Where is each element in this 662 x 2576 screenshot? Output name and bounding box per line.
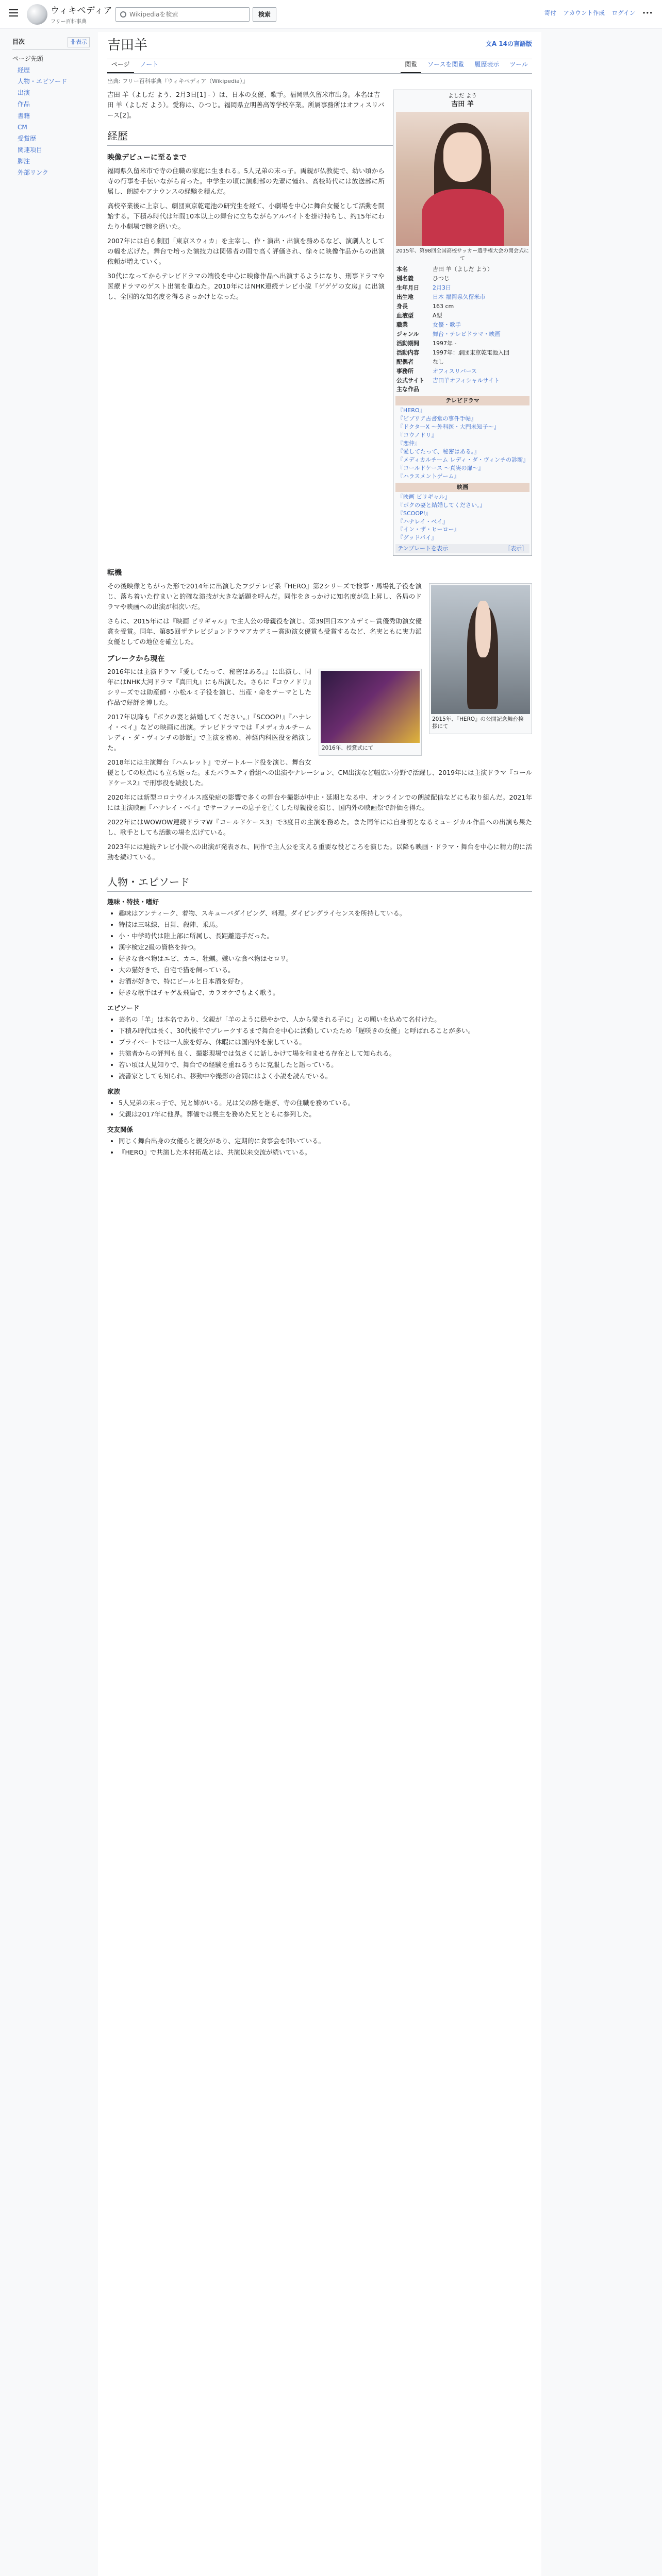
toc-item[interactable]: 脚注 xyxy=(18,158,30,165)
subsection-heading: エピソード xyxy=(107,1004,140,1012)
tv-item[interactable]: 『HERO』 xyxy=(398,407,425,414)
episodes-list xyxy=(119,1014,532,1081)
paragraph: 2016年には主演ドラマ『愛してたって、秘密はある。』に出演し、同年にはNHK大河ドラマ『真田丸』にも出演した。さらに『コウノドリ』シリーズでは助産師・小松ルミ子役を演じ、出産・命をテーマとした作品で好評を博した。 xyxy=(107,668,311,707)
tv-item[interactable]: 『コールドケース 〜真実の扉〜』 xyxy=(398,464,484,471)
list-item: • 小・中学時代は陸上部に所属し、長距離選手だった。 xyxy=(119,931,532,941)
paragraph: その後映像とちがった形で2014年に出演したフジテレビ系『HERO』第2シリーズで検事・馬場礼子役を演じ、落ち着いた佇まいと的確な演技が大きな話題を呼んだ。同作をきっかけに知名度が急上昇し、各局のドラマや映画への出演が相次いだ。 xyxy=(107,582,422,611)
toc-item[interactable]: 書籍 xyxy=(18,112,30,120)
menu-icon[interactable] xyxy=(7,7,20,20)
portrait-image[interactable] xyxy=(396,112,529,246)
list-item: • 芸名の「羊」は本名であり、父親が「羊のように穏やかで、人から愛される子に」との願いを込めて名付けた。 xyxy=(119,1014,532,1025)
infobox-row: 事務所 オフィスリバース xyxy=(396,367,477,375)
logo-subtitle: フリー百科事典 xyxy=(51,19,87,25)
film-item[interactable]: 『ハナレイ・ベイ』 xyxy=(398,518,449,525)
infobox-kana: よしだ よう xyxy=(448,93,477,99)
toc-title: 目次 xyxy=(12,38,25,45)
infobox-row: 職業 女優・歌手 xyxy=(396,321,461,328)
subsection-heading: 家族 xyxy=(107,1088,121,1096)
infobox-row: ジャンル 舞台・テレビドラマ・映画 xyxy=(396,330,501,337)
portrait-caption: 2015年、第98回全国高校サッカー選手権大会の開会式にて xyxy=(396,248,529,262)
infobox-row: 配偶者 なし xyxy=(396,358,444,365)
infobox-row: 生年月日 2月3日 xyxy=(396,284,451,292)
paragraph: 2020年には新型コロナウイルス感染症の影響で多くの舞台や撮影が中止・延期となる中、オンラインでの朗読配信などにも取り組んだ。2021年には主演映画『ハナレイ・ベイ』でサーファーの息子を亡くした母親役を演じ、国内外の映画祭で評価を得た。 xyxy=(107,793,532,812)
paragraph: 高校卒業後に上京し、劇団東京乾電池の研究生を経て、小劇場を中心に舞台女優として活動を開始する。下積み時代は年間10本以上の舞台に立ちながらアルバイトを掛け持ちし、約15年にわたり小劇場で腕を磨いた。 xyxy=(107,201,385,230)
search-input[interactable] xyxy=(129,9,243,20)
paragraph: 福岡県久留米市で寺の住職の家庭に生まれる。5人兄弟の末っ子。両親が仏教徒で、幼い頃から寺の行事を手伝いながら育った。中学生の頃に演劇部の先輩に憧れ、高校時代には放送部に所属し、朗読やアナウンスの経験を積んだ。 xyxy=(107,166,385,195)
section-heading-career: 経歴 xyxy=(107,128,532,146)
tv-item[interactable]: 『メディカルチーム レディ・ダ・ヴィンチの診断』 xyxy=(398,456,529,463)
infobox-section-film: 映画 xyxy=(395,483,529,492)
list-item: • 読書家としても知られ、移動中や撮影の合間にはよく小説を読んでいる。 xyxy=(119,1071,532,1081)
paragraph: 2007年には自ら劇団「東京スウィカ」を主宰し、作・演出・出演を務めるなど、演劇人としての幅を広げた。舞台で培った演技力は関係者の間で高く評価され、徐々に映像作品からの出演依頼が増えていく。 xyxy=(107,236,385,265)
paragraph: 2018年には主演舞台『ハムレット』でガートルード役を演じ、舞台女優としての原点にも立ち返った。またバラエティ番組への出演やナレーション、CM出演など幅広い分野で活躍し、2019年には主演ドラマ『コールドケース2』で刑事役を続投した。 xyxy=(107,758,532,787)
tab-tools[interactable]: ツール xyxy=(509,61,528,69)
infobox xyxy=(393,90,532,556)
list-item: • 漢字検定2級の資格を持つ。 xyxy=(119,942,532,953)
tab-history[interactable]: 履歴表示 xyxy=(474,61,500,69)
tv-item[interactable]: 『恋仲』 xyxy=(398,440,420,447)
list-item: • プライベートでは一人旅を好み、休暇には国内外を旅している。 xyxy=(119,1037,532,1047)
subsection-heading: 趣味・特技・嗜好 xyxy=(107,898,159,906)
paragraph: 2023年には連続テレビ小説への出演が発表され、同作で主人公を支える重要な役どころを演じた。以降も映画・ドラマ・舞台を中心に精力的に活動を続けている。 xyxy=(107,843,532,861)
family-list xyxy=(119,1098,532,1120)
toc-item[interactable]: 作品 xyxy=(18,100,30,108)
paragraph: 2022年にはWOWOW連続ドラマW『コールドケース3』で3度目の主演を務めた。また同年には自身初となるミュージカル作品への出演も果たし、歌手としても活動の場を広げている。 xyxy=(107,818,532,837)
infobox-row: 活動期間 1997年 - xyxy=(396,340,457,347)
create-account-link[interactable]: アカウント作成 xyxy=(563,9,605,16)
list-item: • 好きな歌手はチャゲ＆飛鳥で、カラオケでもよく歌う。 xyxy=(119,988,532,998)
list-item: • 『HERO』で共演した木村拓哉とは、共演以来交流が続いている。 xyxy=(119,1147,532,1158)
header xyxy=(0,0,662,29)
toc-item[interactable]: 受賞歴 xyxy=(18,134,37,142)
tab-page[interactable]: ページ xyxy=(107,58,134,73)
paragraph: 2017年以降も『ボクの妻と結婚してください。』『SCOOP!』『ハナレイ・ベイ』などの映画に出演。テレビドラマでは『メディカルチーム レディ・ダ・ヴィンチの診断』で主演を務め、神経内科医役を熱演した。 xyxy=(107,713,311,752)
search-box[interactable] xyxy=(115,7,250,22)
paragraph: さらに、2015年には『映画 ビリギャル』で主人公の母親役を演じ、第39回日本アカデミー賞優秀助演女優賞を受賞。同年、第85回ザテレビジョンドラマアカデミー賞助演女優賞も受賞するなど、名実ともに実力派女優としての地位を確立した。 xyxy=(107,617,422,646)
page-tabs xyxy=(107,59,532,74)
infobox-section-tv: テレビドラマ xyxy=(395,396,529,405)
infobox-row: 公式サイト 吉田羊オフィシャルサイト xyxy=(396,377,500,384)
search-button[interactable]: 検索 xyxy=(253,7,276,22)
film-item[interactable]: 『グッドバイ』 xyxy=(398,534,437,541)
film-item[interactable]: 『ボクの妻と結婚してください。』 xyxy=(398,501,486,509)
infobox-film-list xyxy=(395,493,529,543)
figure-caption: 2015年、『HERO』の公開記念舞台挨拶にて xyxy=(432,716,524,730)
toc-hide-button[interactable]: 非表示 xyxy=(68,37,90,47)
tv-item[interactable]: 『愛してたって、秘密はある。』 xyxy=(398,448,480,455)
list-item: • 特技は三味線、日舞、殺陣、乗馬。 xyxy=(119,920,532,930)
hobbies-list xyxy=(119,908,532,998)
figure-thumbnail[interactable] xyxy=(319,669,422,756)
figure-image[interactable] xyxy=(431,585,530,714)
list-item: • 好きな食べ物はエビ、カニ、牡蠣。嫌いな食べ物はセロリ。 xyxy=(119,954,532,964)
list-item: • 5人兄弟の末っ子で、兄と姉がいる。兄は父の跡を継ぎ、寺の住職を務めている。 xyxy=(119,1098,532,1108)
tv-item[interactable]: 『ドクターX 〜外科医・大門未知子〜』 xyxy=(398,423,500,431)
toc-header xyxy=(12,37,90,50)
more-options-icon[interactable]: ••• xyxy=(642,9,653,16)
infobox-row: 主な作品 xyxy=(396,386,419,393)
film-item[interactable]: 『SCOOP!』 xyxy=(398,510,432,517)
friends-list xyxy=(119,1136,532,1158)
paragraph: 30代になってからテレビドラマの端役を中心に映像作品へ出演するようになり、刑事ドラマや医療ドラマのゲスト出演を重ねた。2010年にはNHK連続テレビ小説『ゲゲゲの女房』に出演し、全国的な知名度を得るきっかけとなった。 xyxy=(107,272,385,300)
list-item: • 父親は2017年に他界。葬儀では喪主を務めた兄とともに参列した。 xyxy=(119,1109,532,1120)
language-button[interactable]: 文A 14の言語版 xyxy=(485,40,532,47)
tab-talk[interactable]: ノート xyxy=(140,61,159,69)
figure-image[interactable] xyxy=(321,671,420,743)
table-of-contents xyxy=(12,37,90,179)
infobox-row: 活動内容 1997年：劇団東京乾電池入団 xyxy=(396,349,509,356)
toc-item[interactable]: 関連項目 xyxy=(18,146,43,154)
subsection-heading: ブレークから現在 xyxy=(107,654,165,663)
list-item: • 共演者からの評判も良く、撮影現場では気さくに話しかけて場を和ませる存在として知られる。 xyxy=(119,1048,532,1059)
toc-item[interactable]: CM xyxy=(18,123,27,131)
infobox-row: 本名 吉田 羊（よしだ よう） xyxy=(396,266,493,273)
article-source-note: 出典: フリー百科事典『ウィキペディア（Wikipedia）』 xyxy=(107,77,249,84)
film-item[interactable]: 『イン・ザ・ヒーロー』 xyxy=(398,526,460,533)
list-item: • 下積み時代は長く、30代後半でブレークするまで舞台を中心に活動していたため「遅咲きの女優」と呼ばれることが多い。 xyxy=(119,1026,532,1036)
section-heading-person: 人物・エピソード xyxy=(107,874,532,892)
user-links xyxy=(539,8,653,18)
subsection-heading: 転機 xyxy=(107,569,122,578)
tab-read[interactable]: 閲覧 xyxy=(401,58,421,73)
toc-item[interactable]: ページ先頭 xyxy=(12,55,43,62)
figure-caption: 2016年、授賞式にて xyxy=(322,745,374,752)
search-icon xyxy=(120,11,126,18)
tv-item[interactable]: 『ビブリア古書堂の事件手帖』 xyxy=(398,415,477,422)
subsection-heading: 交友関係 xyxy=(107,1126,134,1134)
subsection-heading: 映像デビューに至るまで xyxy=(107,154,187,162)
toc-item[interactable]: 出演 xyxy=(18,89,30,97)
infobox-row: 出生地 日本 福岡県久留米市 xyxy=(396,294,486,301)
login-link[interactable]: ログイン xyxy=(611,9,635,16)
film-item[interactable]: 『映画 ビリギャル』 xyxy=(398,493,451,500)
show-toggle[interactable]: ［表示］ xyxy=(505,545,527,552)
toc-item[interactable]: 経歴 xyxy=(18,66,30,74)
show-template-link[interactable]: テンプレートを表示 xyxy=(398,545,449,552)
logo-text[interactable] xyxy=(51,4,112,26)
wikipedia-logo-icon[interactable] xyxy=(27,4,47,25)
tv-item[interactable]: 『コウノドリ』 xyxy=(398,432,437,439)
toc-item[interactable]: 外部リンク xyxy=(18,169,48,177)
donate-link[interactable]: 寄付 xyxy=(544,9,556,16)
page-title: 吉田羊 xyxy=(107,32,532,59)
toc-item[interactable]: 人物・エピソード xyxy=(18,77,68,85)
list-item: • 大の猫好きで、自宅で猫を飼っている。 xyxy=(119,965,532,975)
infobox-row: 身長 163 cm xyxy=(396,303,454,310)
list-item: • お酒が好きで、特にビールと日本酒を好む。 xyxy=(119,976,532,987)
infobox-name: 吉田 羊 xyxy=(451,100,474,109)
list-item: • 趣味はアンティーク、着物、スキューバダイビング、料理。ダイビングライセンスを所持している。 xyxy=(119,908,532,919)
list-item: • 同じく舞台出身の女優らと親交があり、定期的に食事会を開いている。 xyxy=(119,1136,532,1146)
article xyxy=(98,32,541,2576)
list-item: • 若い頃は人見知りで、舞台での経験を重ねるうちに克服したと語っている。 xyxy=(119,1060,532,1070)
logo-title: ウィキペディア xyxy=(51,6,113,16)
tv-item[interactable]: 『ハラスメントゲーム』 xyxy=(398,472,460,480)
infobox-footer xyxy=(395,544,529,553)
tab-view-source[interactable]: ソースを閲覧 xyxy=(427,61,465,69)
infobox-row: 別名義 ひつじ xyxy=(396,275,450,282)
lead-paragraph: 吉田 羊（よしだ よう、2月3日[1] - ）は、日本の女優、歌手。福岡県久留米市出身。本名は吉田 羊（よしだ よう）。愛称は、ひつじ。福岡県立明善高等学校卒業。所属事務所はオフィスリバース[2]。 xyxy=(107,91,385,120)
infobox-tv-list xyxy=(395,406,529,480)
figure-thumbnail[interactable] xyxy=(429,583,532,734)
infobox-row: 血液型 A型 xyxy=(396,312,442,319)
